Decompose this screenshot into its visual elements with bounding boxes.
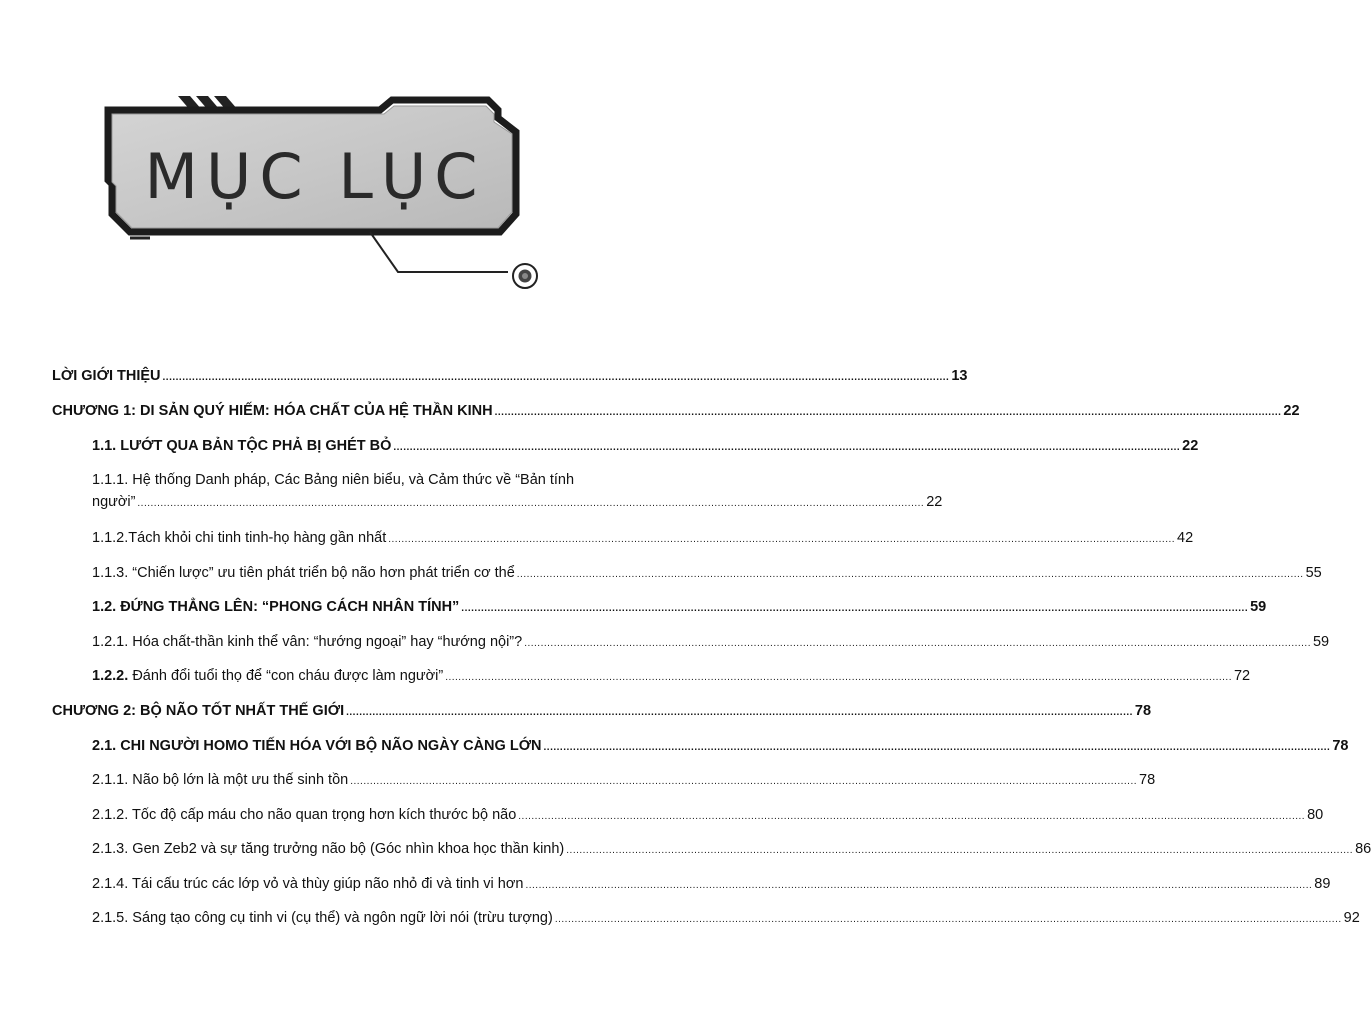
toc-entry[interactable] <box>92 876 1331 892</box>
toc-leader-dots <box>388 534 1175 545</box>
toc-entry-title <box>92 668 443 684</box>
toc-leader-dots <box>495 407 1282 418</box>
toc-entry-page: 80 <box>1307 807 1324 823</box>
toc-leader-dots <box>445 672 1232 683</box>
toc-entry-title: 1.1.2.Tách khỏi chi tinh tinh-họ hàng gần nhất <box>92 530 387 546</box>
toc-leader-dots <box>525 880 1312 891</box>
toc-entry[interactable] <box>92 494 943 510</box>
toc-entry-title: CHƯƠNG 1: DI SẢN QUÝ HIẾM: HÓA CHẤT CỦA HỆ THẦN KINH <box>52 403 493 419</box>
toc-entry-title: 1.1.3. “Chiến lược” ưu tiên phát triển bộ não hơn phát triển cơ thể <box>92 565 515 581</box>
toc-leader-dots <box>163 372 950 383</box>
toc-leader-dots <box>393 442 1180 453</box>
toc-entry-page: 92 <box>1343 910 1360 926</box>
toc-entry-number: 1.2.2. <box>92 668 129 684</box>
toc-entry[interactable] <box>92 738 1349 754</box>
toc-entry-title: 2.1.3. Gen Zeb2 và sự tăng trưởng não bộ (Góc nhìn khoa học thần kinh) <box>92 841 565 857</box>
toc-entry[interactable] <box>52 403 1300 419</box>
toc-entry[interactable] <box>92 910 1360 926</box>
toc-entry-title: 2.1.1. Não bộ lớn là một ưu thế sinh tồn <box>92 772 349 788</box>
toc-entry-page: 22 <box>1283 403 1300 419</box>
toc-entry-page: 59 <box>1250 599 1267 615</box>
toc-entry-page: 42 <box>1177 530 1194 546</box>
toc-entry-page: 78 <box>1139 772 1156 788</box>
toc-entry-title: 2.1. CHI NGƯỜI HOMO TIẾN HÓA VỚI BỘ NÃO NGÀY CÀNG LỚN <box>92 738 542 754</box>
page-title: MỤC LỤC <box>144 140 486 213</box>
toc-leader-dots <box>350 776 1137 787</box>
toc-entry-title: 1.2. ĐỨNG THẲNG LÊN: “PHONG CÁCH NHÂN TÍNH” <box>92 599 460 615</box>
toc-leader-dots <box>566 845 1353 856</box>
toc-entry[interactable] <box>92 438 1199 454</box>
toc-leader-dots <box>461 603 1248 614</box>
toc-leader-dots <box>518 811 1305 822</box>
toc-entry-page: 89 <box>1314 876 1331 892</box>
toc-entry-title-line2: người” <box>92 494 136 510</box>
toc-entry-page: 86 <box>1355 841 1371 857</box>
toc-leader-dots <box>524 638 1311 649</box>
toc-entry-page: 59 <box>1312 634 1330 650</box>
toc-entry-title: 2.1.2. Tốc độ cấp máu cho não quan trọng hơn kích thước bộ não <box>92 807 517 823</box>
toc-entry[interactable] <box>52 368 968 384</box>
toc-entry[interactable] <box>92 599 1267 615</box>
toc-entry-title: 2.1.5. Sáng tạo công cụ tinh vi (cụ thể) và ngôn ngữ lời nói (trừu tượng) <box>92 910 553 926</box>
toc-entry[interactable] <box>92 841 1371 857</box>
toc-entry[interactable] <box>92 565 1322 581</box>
toc-entry-page: 78 <box>1332 738 1349 754</box>
toc-entry-page: 55 <box>1305 565 1322 581</box>
toc-entry-page: 22 <box>1182 438 1199 454</box>
toc-leader-dots <box>555 914 1342 925</box>
toc-entry[interactable] <box>52 703 1152 719</box>
toc-entry-title: 2.1.4. Tái cấu trúc các lớp vỏ và thùy giúp não nhỏ đi và tinh vi hơn <box>92 876 524 892</box>
toc-entry[interactable] <box>92 530 1194 546</box>
toc-entry[interactable] <box>92 772 1156 788</box>
toc-entry-title: 1.2.1. Hóa chất-thần kinh thể vân: “hướng ngoại” hay “hướng nội”? <box>92 634 523 650</box>
toc-entry-page: 13 <box>951 368 968 384</box>
toc-entry[interactable] <box>92 668 1251 684</box>
toc-entry-title: LỜI GIỚI THIỆU <box>52 368 161 384</box>
toc-entry-page: 78 <box>1134 703 1152 719</box>
toc-leader-dots <box>346 707 1133 718</box>
toc-entry[interactable] <box>92 634 1330 650</box>
toc-entry-title-line1: 1.1.1. Hệ thống Danh pháp, Các Bảng niên biểu, và Cảm thức về “Bản tính <box>92 472 575 488</box>
toc-entry-title: CHƯƠNG 2: BỘ NÃO TỐT NHẤT THẾ GIỚI <box>52 703 345 719</box>
toc-leader-dots <box>517 569 1304 580</box>
toc-entry-page: 72 <box>1233 668 1251 684</box>
toc-entry-page: 22 <box>926 494 943 510</box>
toc-leader-dots <box>544 742 1331 753</box>
toc-entry-text: Đánh đổi tuổi thọ để “con cháu được làm người” <box>132 668 444 684</box>
toc-entry-title: 1.1. LƯỚT QUA BẢN TỘC PHẢ BỊ GHÉT BỎ <box>92 438 392 454</box>
toc-leader-dots <box>137 498 924 509</box>
toc-entry[interactable] <box>92 807 1324 823</box>
